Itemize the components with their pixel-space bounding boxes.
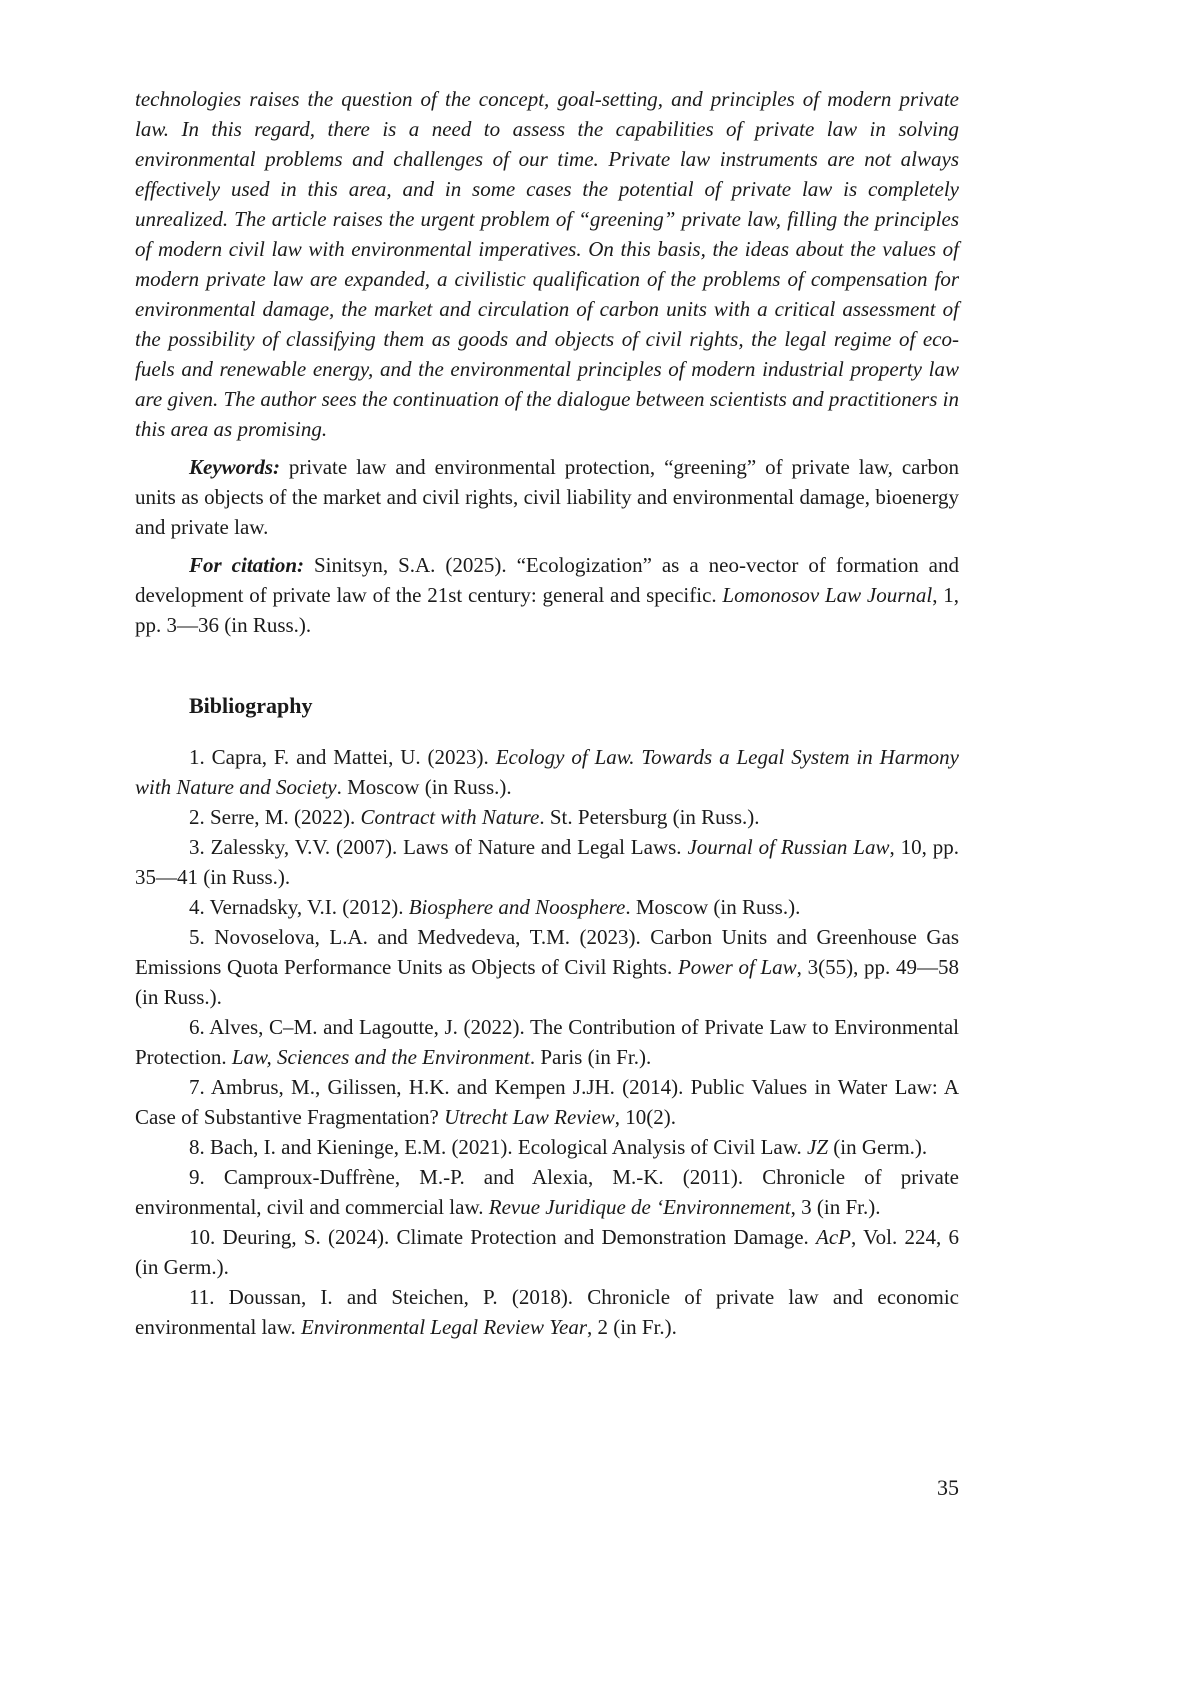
abstract-paragraph: technologies raises the question of the concept, goal-setting, and principles of modern private law. In this regard, there is a need to assess the capabilities of private law in solving environmental problems and challenges of our time. Private law instruments are not always effectively used in this area, and in some cases the potential of private law is completely unrealized. The article raises the urgent problem of “greening” private law, filling the principles of modern civil law with environmental imperatives. On this basis, the ideas about the values of modern private law are expanded, a civilistic qualification of the problems of compensation for environmental damage, the market and circulation of carbon units with a critical assessment of the possibility of classifying them as goods and objects of civil rights, the legal regime of eco-fuels and renewable energy, and the environmental principles of modern industrial property law are given. The author sees the continuation of the dialogue between scientists and practitioners in this area as promising. xyxy=(135,87,959,441)
bibliography-item: 9. Camproux-Duffrène, M.-P. and Alexia, M.-K. (2011). Chronicle of private environmental, civil and commercial law. Revue Juridique de ‘Environnement, 3 (in Fr.). xyxy=(135,1165,959,1219)
bibliography-heading: Bibliography xyxy=(189,693,313,718)
bibliography-list xyxy=(135,742,959,1342)
citation-paragraph: For citation: Sinitsyn, S.A. (2025). “Ecologization” as a neo-vector of formation and development of private law of the 21st century: general and specific. Lomonosov Law Journal, 1, pp. 3—36 (in Russ.). xyxy=(135,553,959,637)
bibliography-item: 8. Bach, I. and Kieninge, E.M. (2021). Ecological Analysis of Civil Law. JZ (in Germ.). xyxy=(189,1135,928,1159)
bibliography-item: 2. Serre, M. (2022). Contract with Nature. St. Petersburg (in Russ.). xyxy=(189,805,760,829)
keywords-paragraph: Keywords: private law and environmental protection, “greening” of private law, carbon units as objects of the market and civil rights, civil liability and environmental damage, bioenergy and private law. xyxy=(135,455,959,539)
bibliography-item: 4. Vernadsky, V.I. (2012). Biosphere and Noosphere. Moscow (in Russ.). xyxy=(189,895,801,919)
page-number: 35 xyxy=(937,1475,959,1500)
bibliography-item: 1. Capra, F. and Mattei, U. (2023). Ecology of Law. Towards a Legal System in Harmony with Nature and Society. Moscow (in Russ.). xyxy=(135,745,959,799)
bibliography-item: 5. Novoselova, L.A. and Medvedeva, T.M. (2023). Carbon Units and Greenhouse Gas Emissions Quota Performance Units as Objects of Civil Rights. Power of Law, 3(55), pp. 49—58 (in Russ.). xyxy=(135,925,959,1009)
bibliography-item: 11. Doussan, I. and Steichen, P. (2018). Chronicle of private law and economic environmental law. Environmental Legal Review Year, 2 (in Fr.). xyxy=(135,1285,959,1339)
bibliography-item: 3. Zalessky, V.V. (2007). Laws of Nature and Legal Laws. Journal of Russian Law, 10, pp. 35—41 (in Russ.). xyxy=(135,835,959,889)
bibliography-item: 7. Ambrus, M., Gilissen, H.K. and Kempen J.JH. (2014). Public Values in Water Law: A Case of Substantive Fragmentation? Utrecht Law Review, 10(2). xyxy=(135,1075,959,1129)
bibliography-item: 6. Alves, C–M. and Lagoutte, J. (2022). The Contribution of Private Law to Environmental Protection. Law, Sciences and the Environment. Paris (in Fr.). xyxy=(135,1015,959,1069)
page-content xyxy=(135,84,959,1342)
bibliography-item: 10. Deuring, S. (2024). Climate Protection and Demonstration Damage. AcP, Vol. 224, 6 (in Germ.). xyxy=(135,1225,959,1279)
